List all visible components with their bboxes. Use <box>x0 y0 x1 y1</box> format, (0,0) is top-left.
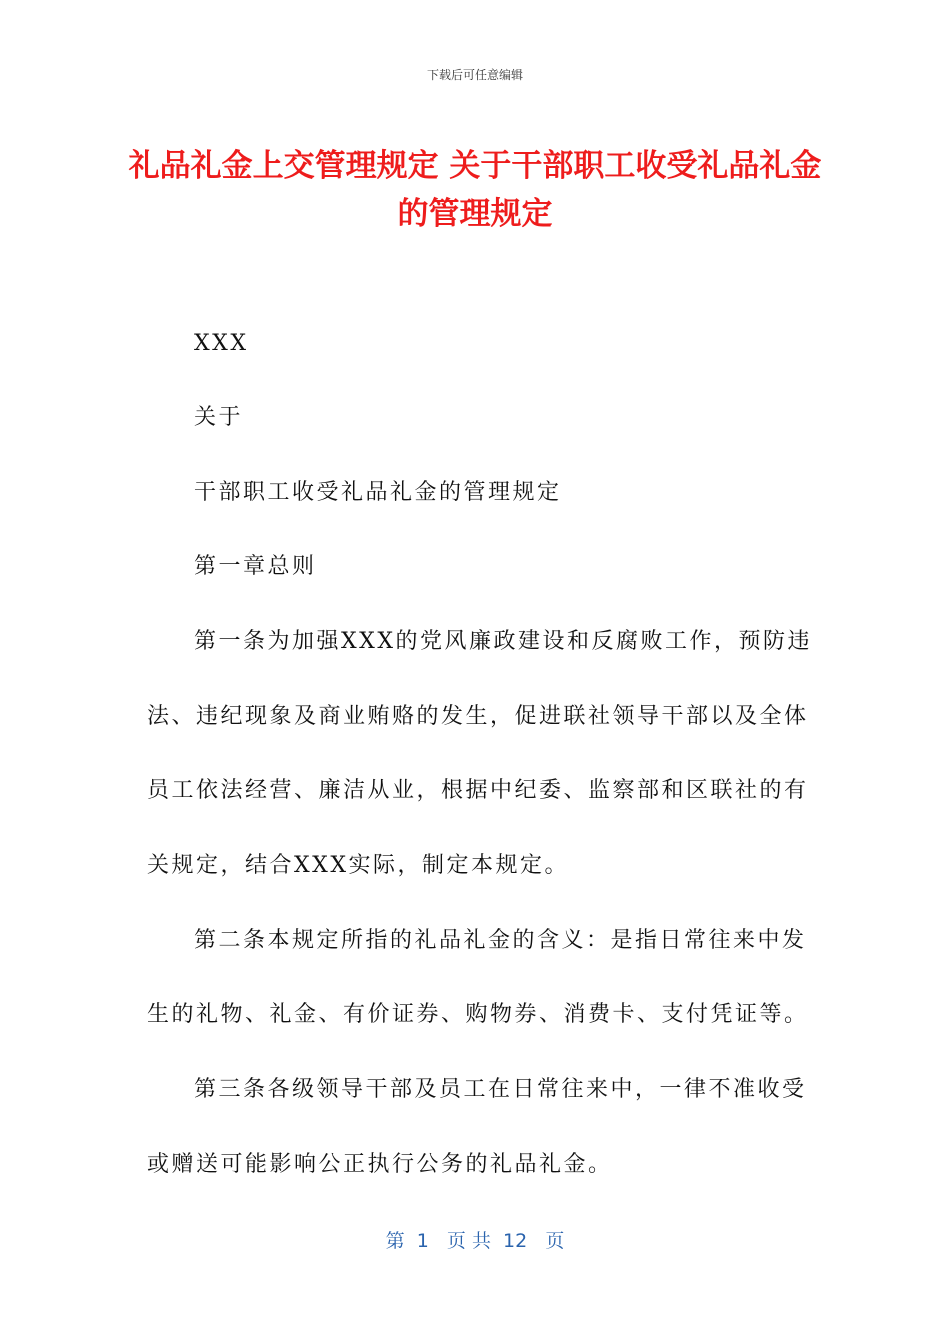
header-note: 下载后可任意编辑 <box>426 68 523 82</box>
page-footer: 第 1 页 共 12 页 <box>385 1230 565 1252</box>
article-1-line-1: 第一条为加强XXX的党风廉政建设和反腐败工作，预防违 <box>194 629 812 654</box>
article-2-line-2: 生的礼物、礼金、有价证券、购物券、消费卡、支付凭证等。 <box>147 1002 809 1027</box>
about-line: 关于 <box>194 405 244 430</box>
article-3-line-1: 第三条各级领导干部及员工在日常往来中，一律不准收受 <box>194 1077 807 1102</box>
article-1-line-2: 法、违纪现象及商业贿赂的发生，促进联社领导干部以及全体 <box>147 704 809 729</box>
chapter-heading: 第一章总则 <box>194 554 317 579</box>
article-3-line-2: 或赠送可能影响公正执行公务的礼品礼金。 <box>147 1152 613 1177</box>
article-1-line-3: 员工依法经营、廉洁从业，根据中纪委、监察部和区联社的有 <box>147 778 809 803</box>
subtitle-line: 干部职工收受礼品礼金的管理规定 <box>194 480 562 505</box>
article-1-line-4: 关规定，结合XXX实际，制定本规定。 <box>147 853 569 878</box>
document-title: 礼品礼金上交管理规定 关于干部职工收受礼品礼金的管理规定 <box>128 148 822 232</box>
org-line: XXX <box>194 331 249 356</box>
article-2-line-1: 第二条本规定所指的礼品礼金的含义：是指日常往来中发 <box>194 928 807 953</box>
